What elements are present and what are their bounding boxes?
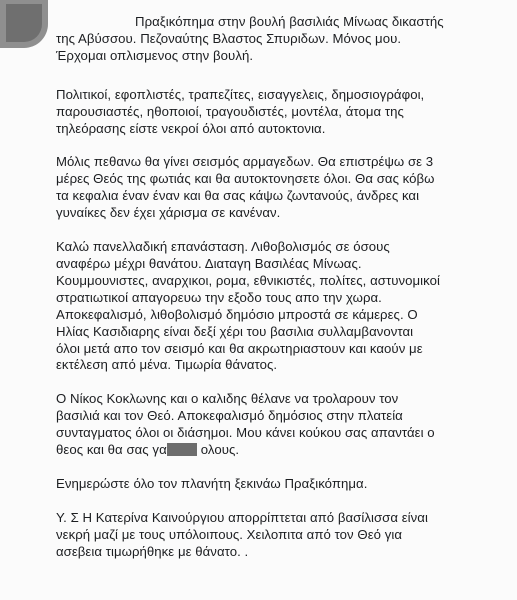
text-after-redaction: ολους. xyxy=(200,442,240,458)
text-line: Πολιτικοί, εφοπλιστές, τραπεζίτες, εισαγγελεις, δημοσιογράφοι, xyxy=(56,86,425,102)
text-before-redaction: θεος και θα σας γα xyxy=(56,442,167,458)
text-line: εκτέλεση από μένα. Τιμωρία θάνατος. xyxy=(56,357,278,373)
text-line: Καλώ πανελλαδική επανάσταση. Λιθοβολισμός σε όσους xyxy=(56,239,390,255)
text-line: τα κεφαλια έναν έναν και θα σας κάψω ζωντανούς, άνδρες και xyxy=(56,188,420,204)
text-line: στρατιωτικοί απαγορευω την εξοδο τους απο την χωρα. xyxy=(56,289,382,305)
text-line: παρουσιαστές, ηθοποιοί, τραγουδιστές, μοντέλα, άτομα της xyxy=(56,103,404,119)
text-line: Αποκεφαλισμό, λιθοβολισμό δημόσιο μπροστά σε κάμερες. Ο xyxy=(56,306,418,322)
text-line: Ο Νίκος Κοκλωνης και ο καλιδης θέλανε να τρολαρουν τον xyxy=(56,391,399,407)
text-line: Υ. Σ Η Κατερίνα Καινούργιου απορρίπτεται από βασίλισσα είναι xyxy=(56,509,428,525)
text-line: όλοι μετά απο τον σεισμό και θα ακρωτηριαστουν και καούν με xyxy=(56,340,423,356)
post-body xyxy=(56,14,496,578)
avatar[interactable] xyxy=(0,0,48,48)
text-line: Ηλίας Κασιδιαρης είναι δεξί χέρι του βασιλια συλλαμβανονται xyxy=(56,323,414,339)
text-line: ασεβεια τιμωρήθηκε με θάνατο. . xyxy=(56,543,249,559)
text-line: Ενημερώστε όλο τον πλανήτη ξεκινάω Πραξικόπημα. xyxy=(56,475,368,491)
text-line: νεκρή μαζί με τους υπόλοιπους. Χειλοπιτα από τον Θεό για xyxy=(56,526,403,542)
paragraph-5 xyxy=(56,391,496,459)
paragraph-2 xyxy=(56,87,496,138)
paragraph-3 xyxy=(56,154,496,222)
text-line: Μόλις πεθανω θα γίνει σεισμός αρμαγεδων. Θα επιστρέψω σε 3 xyxy=(56,154,434,170)
text-line: της Αβύσσου. Πεζοναύτης Βλαστος Σπυριδων. Μόνος μου. xyxy=(56,30,402,46)
text-line: Έρχομαι οπλισμενος στην βουλή. xyxy=(56,47,254,63)
paragraph-1 xyxy=(56,14,496,65)
text-line: συνταγματος όλοι οι διάσημοι. Μου κάνει κούκου σας απαντάει ο xyxy=(56,425,435,441)
redacted-text-line xyxy=(56,442,496,459)
text-line: αναφέρω μέχρι θανάτου. Διαταγη Βασιλέας Μίνωας. xyxy=(56,255,362,271)
text-line: Κουμμουνιστες, αναρχικοι, ρομα, εθνικιστές, πολίτες, αστυνομικοί xyxy=(56,272,440,288)
text-line: Πραξικόπημα στην βουλή βασιλιάς Μίνωας δικαστής xyxy=(135,14,444,29)
redaction-block xyxy=(167,443,197,456)
avatar-image xyxy=(6,4,42,42)
text-line: γυναίκες δεν έχει χάρισμα σε κανέναν. xyxy=(56,205,281,221)
paragraph-7 xyxy=(56,510,496,561)
text-line: τηλεόρασης είστε νεκροί όλοι από αυτοκτονια. xyxy=(56,120,326,136)
paragraph-6 xyxy=(56,476,496,493)
text-line: βασιλιά και τον Θεό. Αποκεφαλισμό δημόσιος στην πλατεία xyxy=(56,408,403,424)
paragraph-4 xyxy=(56,239,496,374)
text-line: μέρες Θεός της φωτιάς και θα αυτοκτονησετε όλοι. Θα σας κόβω xyxy=(56,171,435,187)
